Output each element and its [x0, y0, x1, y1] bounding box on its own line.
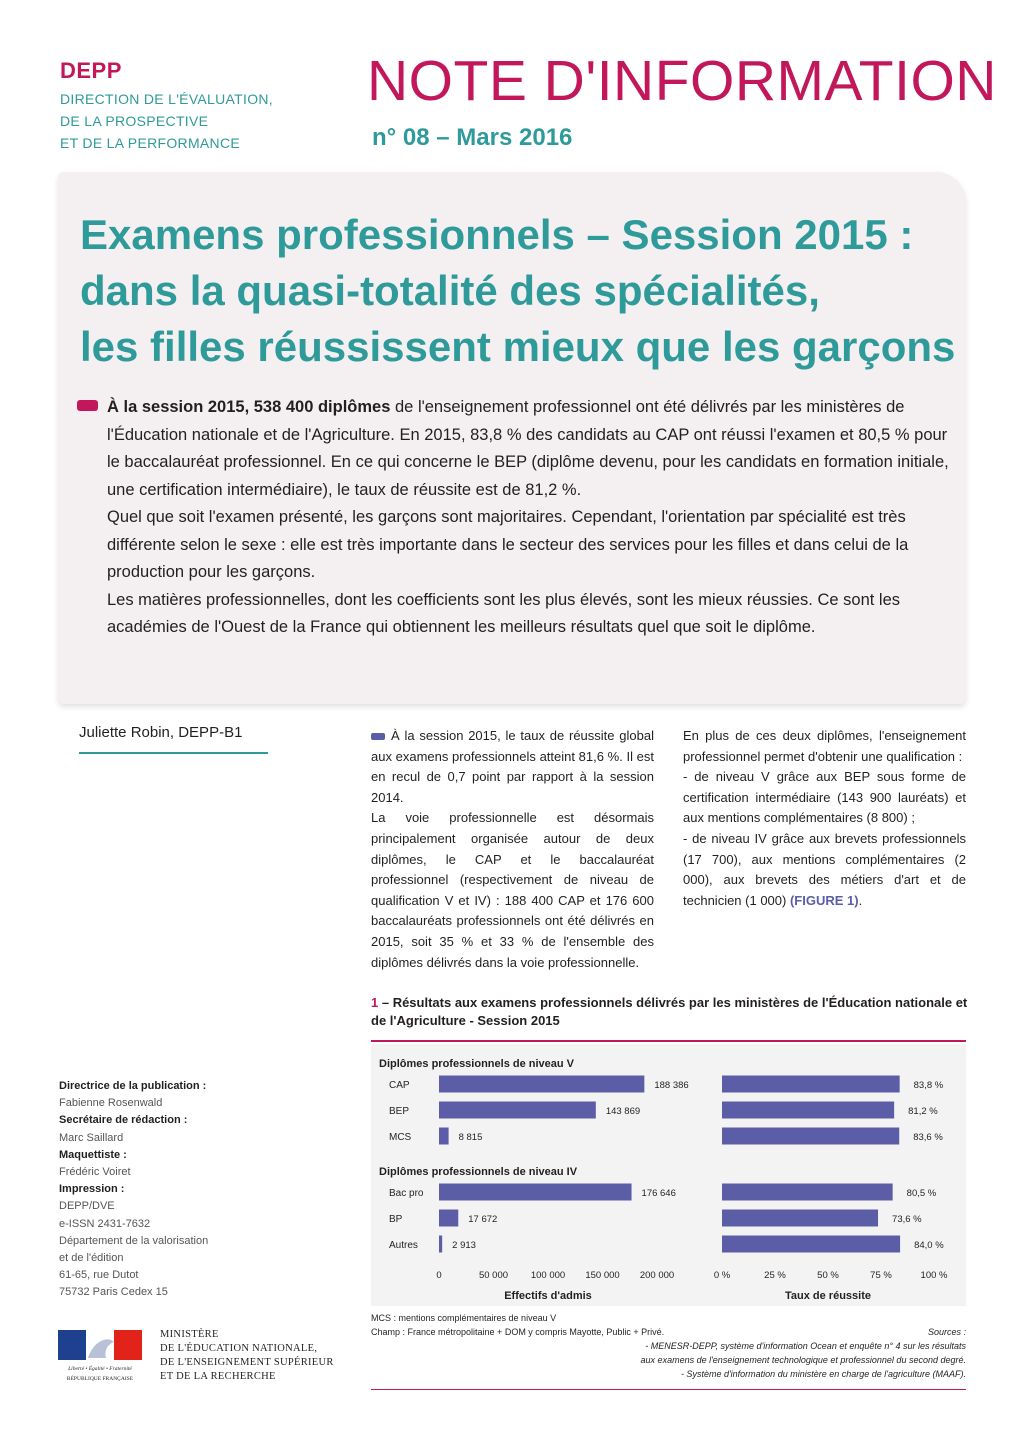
figure-source: - Système d'information du ministère en charge de l'agriculture (MAAF). [680, 1369, 966, 1379]
colophon-value: Frédéric Voiret [59, 1166, 131, 1179]
depp-subtitle-line: DIRECTION DE L'ÉVALUATION, [60, 91, 273, 107]
chart-data-label: 73,6 % [892, 1214, 922, 1225]
logo-republic: RÉPUBLIQUE FRANÇAISE [66, 1376, 134, 1382]
chart-bar-rate [722, 1210, 878, 1227]
chart-category-label: BEP [389, 1106, 410, 1117]
chart-data-label: 188 386 [654, 1080, 689, 1091]
figure-source: - MENESR-DEPP, système d'information Ocean et enquête n° 4 sur les résultats [645, 1341, 966, 1351]
body-paragraph: - de niveau V grâce aux BEP sous forme de certification intermédiaire (143 900 lauréats) et aux mentions complémentaires (8 800) ; [683, 769, 966, 826]
paragraph-bullet-icon [371, 733, 385, 740]
chart-tick-label: 200 000 [639, 1270, 675, 1281]
colophon-value: DEPP/DVE [59, 1200, 115, 1213]
body-paragraph-text: - de niveau IV grâce aux brevets professionnels (17 700), aux mentions complémentaires (2 000), aux brevets des métiers d'art et de technicien (1 000) [683, 830, 966, 908]
body-paragraph-end: . [858, 892, 863, 908]
depp-subtitle-line: DE LA PROSPECTIVE [60, 113, 209, 129]
figure-caption [371, 994, 971, 1030]
chart-tick-label: 0 [436, 1270, 442, 1281]
chart-bar-admitted [439, 1210, 458, 1227]
colophon-label: Maquettiste : [59, 1148, 127, 1161]
chart-bar-rate [722, 1236, 900, 1253]
figure-number: 1 [371, 995, 379, 1010]
chart-category-label: Autres [389, 1240, 418, 1251]
ministry-line: DE L'ENSEIGNEMENT SUPÉRIEUR [160, 1357, 334, 1368]
colophon-value: Marc Saillard [59, 1131, 124, 1144]
summary-bullet-icon [77, 400, 98, 411]
colophon-line: et de l'édition [59, 1252, 124, 1265]
main-heading [80, 207, 970, 375]
body-column-right [683, 726, 966, 911]
chart-data-label: 8 815 [458, 1132, 483, 1143]
chart-tick-label: 25 % [764, 1270, 786, 1281]
chart-data-label: 143 869 [605, 1106, 641, 1117]
heading-line-2: dans la quasi-totalité des spécialités, [80, 267, 820, 314]
colophon-value: Fabienne Rosenwald [59, 1097, 163, 1110]
figure-bottom-rule [371, 1389, 966, 1390]
body-paragraph: En plus de ces deux diplômes, l'enseignement professionnel permet d'obtenir une qualification : [683, 728, 966, 764]
figure-caption-text: – Résultats aux examens professionnels délivrés par les ministères de l'Éducation nationale et de l'Agriculture - Session 2015 [371, 995, 968, 1028]
ministry-name [160, 1328, 334, 1384]
chart-data-label: 17 672 [468, 1214, 498, 1225]
chart-data-label: 2 913 [452, 1240, 476, 1251]
issue-number: n° 08 – Mars 2016 [372, 124, 573, 151]
chart-group-title: Diplômes professionnels de niveau V [379, 1058, 574, 1070]
body-column-left [371, 726, 654, 973]
chart-category-label: MCS [389, 1132, 412, 1143]
colophon-line: 75732 Paris Cedex 15 [59, 1286, 168, 1299]
summary-lead: À la session 2015, 538 400 diplômes [107, 398, 391, 416]
body-paragraph [371, 726, 654, 808]
chart-category-label: CAP [389, 1080, 410, 1091]
heading-line-1: Examens professionnels – Session 2015 : [80, 211, 914, 258]
figure-notes [371, 1311, 966, 1381]
summary-paragraph: Les matières professionnelles, dont les coefficients sont les plus élevés, sont les mieux réussies. Ce sont les académies de l'Ouest de la France qui obtiennent les meilleurs résultats quel que soit le diplôme. [107, 590, 901, 636]
chart-bar-admitted [439, 1102, 596, 1119]
summary-text [107, 394, 955, 642]
chart-tick-label: 100 % [920, 1270, 948, 1281]
logo-motto: Liberté • Égalité • Fraternité [68, 1366, 132, 1372]
figure-note: Champ : France métropolitaine + DOM y compris Mayotte, Public + Privé. [371, 1327, 665, 1337]
chart-bar-admitted [439, 1236, 442, 1253]
summary-paragraph: Quel que soit l'examen présenté, les garçons sont majoritaires. Cependant, l'orientation par spécialité est très différente selon le sexe : elle est très importante dans le secteur des services pour les filles et dans celui de la production pour les garçons. [107, 508, 909, 581]
chart-tick-label: 50 % [817, 1270, 839, 1281]
body-paragraph-text: À la session 2015, le taux de réussite global aux examens professionnels atteint 81,6 %. Il est en recul de 0,7 point par rapport à la session 2014. [371, 728, 654, 805]
note-title: NOTE D'INFORMATION [367, 49, 997, 113]
figure-note: MCS : mentions complémentaires de niveau V [371, 1313, 557, 1323]
chart-bar-rate [722, 1102, 894, 1119]
chart-tick-label: 0 % [713, 1270, 731, 1281]
figure-reference-link[interactable]: (FIGURE 1) [789, 892, 859, 908]
chart-tick-label: 100 000 [530, 1270, 566, 1281]
heading-line-3: les filles réussissent mieux que les garçons [80, 323, 956, 370]
figure-source: Sources : [927, 1327, 966, 1337]
chart-category-label: Bac pro [389, 1188, 424, 1199]
chart-tick-label: 50 000 [478, 1270, 509, 1281]
chart-axis-label: Taux de réussite [785, 1290, 871, 1302]
summary-paragraph [107, 394, 955, 504]
depp-subtitle [60, 88, 273, 154]
results-chart [371, 1044, 966, 1306]
author-divider [79, 752, 268, 754]
chart-tick-label: 150 000 [585, 1270, 620, 1281]
chart-axis-label: Effectifs d'admis [504, 1290, 592, 1302]
chart-data-label: 176 646 [641, 1188, 676, 1199]
body-paragraph: La voie professionnelle est désormais principalement organisée autour de deux diplômes, le CAP et le baccalauréat professionnel (respectivement de niveau de qualification V et IV) : 188 400 CAP et 176 600 baccalauréats professionnels ont été délivrés en 2015, soit 35 % et 33 % de l'ensemble des diplômes délivrés dans la voie professionnelle. [371, 810, 654, 970]
colophon-label: Directrice de la publication : [59, 1080, 207, 1092]
chart-data-label: 83,8 % [913, 1080, 944, 1091]
colophon [59, 1078, 259, 1302]
chart-data-label: 80,5 % [906, 1188, 937, 1199]
chart-bar-admitted [439, 1076, 644, 1093]
chart-category-label: BP [389, 1214, 403, 1225]
depp-brand [60, 58, 273, 154]
depp-subtitle-line: ET DE LA PERFORMANCE [60, 135, 241, 151]
chart-bar-admitted [439, 1128, 449, 1145]
colophon-line: Département de la valorisation [59, 1234, 209, 1247]
depp-title: DEPP [60, 58, 122, 83]
chart-data-label: 84,0 % [914, 1240, 944, 1251]
body-paragraph [683, 829, 966, 911]
colophon-label: Secrétaire de rédaction : [59, 1114, 188, 1127]
chart-bar-admitted [439, 1184, 632, 1201]
chart-bar-rate [722, 1076, 900, 1093]
figure-top-rule [371, 1040, 966, 1042]
chart-bar-rate [722, 1128, 899, 1145]
ministry-line: MINISTÈRE [160, 1329, 219, 1340]
summary-paragraph-rest: de l'enseignement professionnel ont été délivrés par les ministères de l'Éducation nationale et de l'Agriculture. En 2015, 83,8 % des candidats au CAP ont réussi l'examen et 80,5 % pour le baccalauréat professionnel. En ce qui concerne le BEP (diplôme devenu, pour les candidats en formation initiale, une certification intermédiaire), le taux de réussite est de 81,2 %. [107, 398, 949, 499]
ministry-line: ET DE LA RECHERCHE [160, 1371, 276, 1382]
chart-bar-rate [722, 1184, 893, 1201]
author: Juliette Robin, DEPP-B1 [79, 724, 243, 741]
ministry-line: DE L'ÉDUCATION NATIONALE, [160, 1343, 318, 1354]
chart-group-title: Diplômes professionnels de niveau IV [379, 1166, 578, 1178]
colophon-line: 61-65, rue Dutot [59, 1269, 139, 1282]
chart-data-label: 81,2 % [908, 1106, 938, 1117]
chart-tick-label: 75 % [870, 1270, 892, 1281]
figure-source: aux examens de l'enseignement technologique et professionnel du second degré. [640, 1355, 966, 1365]
colophon-label: Impression : [59, 1183, 125, 1196]
chart-data-label: 83,6 % [913, 1132, 943, 1143]
colophon-line: e-ISSN 2431-7632 [59, 1217, 151, 1230]
marianne-logo-icon [58, 1330, 143, 1385]
